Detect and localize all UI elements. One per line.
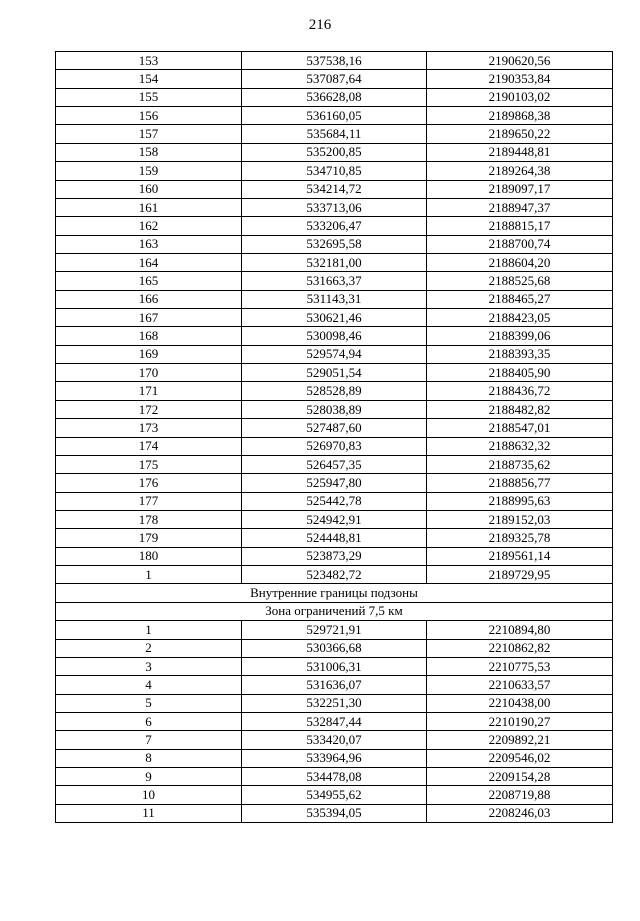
y-coordinate-cell: 2210190,27: [427, 712, 613, 730]
y-coordinate-cell: 2210438,00: [427, 694, 613, 712]
y-coordinate-cell: 2188735,62: [427, 455, 613, 473]
table-row: [56, 125, 613, 143]
y-coordinate-cell: 2189152,03: [427, 510, 613, 528]
x-coordinate-cell: 536160,05: [242, 107, 427, 125]
point-number-cell: 156: [56, 107, 242, 125]
point-number-cell: 7: [56, 731, 242, 749]
point-number-cell: 161: [56, 198, 242, 216]
y-coordinate-cell: 2208719,88: [427, 786, 613, 804]
point-number-cell: 157: [56, 125, 242, 143]
x-coordinate-cell: 534214,72: [242, 180, 427, 198]
point-number-cell: 6: [56, 712, 242, 730]
x-coordinate-cell: 531143,31: [242, 290, 427, 308]
y-coordinate-cell: 2188995,63: [427, 492, 613, 510]
table-row: [56, 712, 613, 730]
x-coordinate-cell: 526970,83: [242, 437, 427, 455]
x-coordinate-cell: 525442,78: [242, 492, 427, 510]
table-row: [56, 382, 613, 400]
x-coordinate-cell: 529574,94: [242, 345, 427, 363]
table-row: [56, 786, 613, 804]
x-coordinate-cell: 533206,47: [242, 217, 427, 235]
point-number-cell: 160: [56, 180, 242, 198]
table-row: [56, 731, 613, 749]
y-coordinate-cell: 2189097,17: [427, 180, 613, 198]
x-coordinate-cell: 537538,16: [242, 52, 427, 70]
point-number-cell: 170: [56, 364, 242, 382]
y-coordinate-cell: 2209154,28: [427, 768, 613, 786]
x-coordinate-cell: 529051,54: [242, 364, 427, 382]
table-row: [56, 474, 613, 492]
y-coordinate-cell: 2188632,32: [427, 437, 613, 455]
y-coordinate-cell: 2188815,17: [427, 217, 613, 235]
point-number-cell: 175: [56, 455, 242, 473]
x-coordinate-cell: 537087,64: [242, 70, 427, 88]
point-number-cell: 172: [56, 400, 242, 418]
y-coordinate-cell: 2190353,84: [427, 70, 613, 88]
point-number-cell: 166: [56, 290, 242, 308]
x-coordinate-cell: 533964,96: [242, 749, 427, 767]
point-number-cell: 153: [56, 52, 242, 70]
point-number-cell: 1: [56, 621, 242, 639]
table-row: [56, 70, 613, 88]
table-row: [56, 107, 613, 125]
x-coordinate-cell: 531006,31: [242, 657, 427, 675]
table-row: [56, 621, 613, 639]
table-row: [56, 327, 613, 345]
y-coordinate-cell: 2209892,21: [427, 731, 613, 749]
y-coordinate-cell: 2188465,27: [427, 290, 613, 308]
table-row: [56, 492, 613, 510]
table-row: [56, 217, 613, 235]
table-row: [56, 198, 613, 216]
table-row: [56, 694, 613, 712]
table-row: [56, 547, 613, 565]
x-coordinate-cell: 536628,08: [242, 88, 427, 106]
y-coordinate-cell: 2188423,05: [427, 309, 613, 327]
table-row: [56, 253, 613, 271]
x-coordinate-cell: 533420,07: [242, 731, 427, 749]
point-number-cell: 168: [56, 327, 242, 345]
y-coordinate-cell: 2210775,53: [427, 657, 613, 675]
table-row: [56, 566, 613, 584]
y-coordinate-cell: 2188856,77: [427, 474, 613, 492]
table-row: [56, 749, 613, 767]
point-number-cell: 180: [56, 547, 242, 565]
y-coordinate-cell: 2190103,02: [427, 88, 613, 106]
coordinates-table-body: [56, 52, 613, 823]
table-row: [56, 272, 613, 290]
table-row: [56, 639, 613, 657]
y-coordinate-cell: 2188399,06: [427, 327, 613, 345]
y-coordinate-cell: 2208246,03: [427, 804, 613, 822]
point-number-cell: 10: [56, 786, 242, 804]
page-number: 216: [308, 17, 332, 33]
y-coordinate-cell: 2189650,22: [427, 125, 613, 143]
point-number-cell: 179: [56, 529, 242, 547]
x-coordinate-cell: 530098,46: [242, 327, 427, 345]
x-coordinate-cell: 523482,72: [242, 566, 427, 584]
section-heading-restriction-zone-cell: Зона ограничений 7,5 км: [56, 602, 613, 620]
table-row: [56, 52, 613, 70]
point-number-cell: 164: [56, 253, 242, 271]
coordinates-table: [55, 51, 613, 823]
y-coordinate-cell: 2189264,38: [427, 162, 613, 180]
table-row: [56, 290, 613, 308]
table-row: [56, 345, 613, 363]
table-row: [56, 768, 613, 786]
point-number-cell: 154: [56, 70, 242, 88]
point-number-cell: 159: [56, 162, 242, 180]
x-coordinate-cell: 530621,46: [242, 309, 427, 327]
point-number-cell: 1: [56, 566, 242, 584]
x-coordinate-cell: 524942,91: [242, 510, 427, 528]
point-number-cell: 11: [56, 804, 242, 822]
point-number-cell: 158: [56, 143, 242, 161]
point-number-cell: 155: [56, 88, 242, 106]
point-number-cell: 5: [56, 694, 242, 712]
y-coordinate-cell: 2188436,72: [427, 382, 613, 400]
x-coordinate-cell: 532847,44: [242, 712, 427, 730]
point-number-cell: 165: [56, 272, 242, 290]
y-coordinate-cell: 2189561,14: [427, 547, 613, 565]
x-coordinate-cell: 534710,85: [242, 162, 427, 180]
table-row: [56, 88, 613, 106]
table-row: [56, 437, 613, 455]
x-coordinate-cell: 535200,85: [242, 143, 427, 161]
y-coordinate-cell: 2210633,57: [427, 676, 613, 694]
point-number-cell: 8: [56, 749, 242, 767]
table-row: [56, 309, 613, 327]
y-coordinate-cell: 2190620,56: [427, 52, 613, 70]
y-coordinate-cell: 2189448,81: [427, 143, 613, 161]
section-heading-inner-boundaries-cell: Внутренние границы подзоны: [56, 584, 613, 602]
x-coordinate-cell: 534955,62: [242, 786, 427, 804]
table-row: [56, 400, 613, 418]
x-coordinate-cell: 533713,06: [242, 198, 427, 216]
x-coordinate-cell: 525947,80: [242, 474, 427, 492]
y-coordinate-cell: 2188947,37: [427, 198, 613, 216]
point-number-cell: 167: [56, 309, 242, 327]
y-coordinate-cell: 2209546,02: [427, 749, 613, 767]
y-coordinate-cell: 2210862,82: [427, 639, 613, 657]
y-coordinate-cell: 2189729,95: [427, 566, 613, 584]
y-coordinate-cell: 2188547,01: [427, 419, 613, 437]
point-number-cell: 176: [56, 474, 242, 492]
table-row: [56, 529, 613, 547]
x-coordinate-cell: 523873,29: [242, 547, 427, 565]
table-row: [56, 180, 613, 198]
x-coordinate-cell: 535394,05: [242, 804, 427, 822]
point-number-cell: 169: [56, 345, 242, 363]
table-row: [56, 364, 613, 382]
point-number-cell: 171: [56, 382, 242, 400]
y-coordinate-cell: 2188700,74: [427, 235, 613, 253]
x-coordinate-cell: 535684,11: [242, 125, 427, 143]
y-coordinate-cell: 2188525,68: [427, 272, 613, 290]
y-coordinate-cell: 2189325,78: [427, 529, 613, 547]
y-coordinate-cell: 2188604,20: [427, 253, 613, 271]
table-row: [56, 676, 613, 694]
x-coordinate-cell: 534478,08: [242, 768, 427, 786]
table-row: [56, 419, 613, 437]
table-row: [56, 657, 613, 675]
y-coordinate-cell: 2210894,80: [427, 621, 613, 639]
y-coordinate-cell: 2188393,35: [427, 345, 613, 363]
point-number-cell: 2: [56, 639, 242, 657]
point-number-cell: 9: [56, 768, 242, 786]
x-coordinate-cell: 528038,89: [242, 400, 427, 418]
y-coordinate-cell: 2188405,90: [427, 364, 613, 382]
point-number-cell: 174: [56, 437, 242, 455]
x-coordinate-cell: 532251,30: [242, 694, 427, 712]
table-row: [56, 162, 613, 180]
x-coordinate-cell: 529721,91: [242, 621, 427, 639]
table-row: [56, 510, 613, 528]
section-heading-restriction-zone: [56, 602, 613, 620]
x-coordinate-cell: 528528,89: [242, 382, 427, 400]
point-number-cell: 163: [56, 235, 242, 253]
table-row: [56, 455, 613, 473]
x-coordinate-cell: 530366,68: [242, 639, 427, 657]
point-number-cell: 4: [56, 676, 242, 694]
point-number-cell: 3: [56, 657, 242, 675]
x-coordinate-cell: 527487,60: [242, 419, 427, 437]
x-coordinate-cell: 532181,00: [242, 253, 427, 271]
table-row: [56, 143, 613, 161]
x-coordinate-cell: 531636,07: [242, 676, 427, 694]
section-heading-inner-boundaries: [56, 584, 613, 602]
table-row: [56, 804, 613, 822]
x-coordinate-cell: 524448,81: [242, 529, 427, 547]
y-coordinate-cell: 2188482,82: [427, 400, 613, 418]
point-number-cell: 173: [56, 419, 242, 437]
point-number-cell: 177: [56, 492, 242, 510]
x-coordinate-cell: 532695,58: [242, 235, 427, 253]
y-coordinate-cell: 2189868,38: [427, 107, 613, 125]
point-number-cell: 178: [56, 510, 242, 528]
table-row: [56, 235, 613, 253]
x-coordinate-cell: 526457,35: [242, 455, 427, 473]
point-number-cell: 162: [56, 217, 242, 235]
x-coordinate-cell: 531663,37: [242, 272, 427, 290]
